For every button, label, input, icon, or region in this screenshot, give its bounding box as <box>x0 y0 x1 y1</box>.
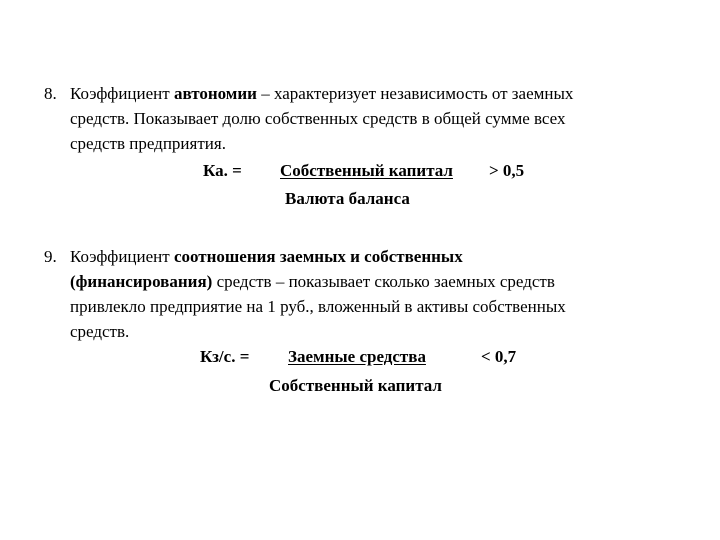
item-8-text-c: – характеризует независимость от заемных <box>256 84 574 103</box>
formula-1-comparison: > 0,5 <box>489 161 525 180</box>
item-8-line-3: средств предприятия. <box>70 134 226 153</box>
formula-1-denominator: Валюта баланса <box>285 189 410 208</box>
item-9-term: соотношения заемных и собственных <box>173 247 463 266</box>
item-9-line-2 <box>70 272 555 292</box>
item-8-number: 8. <box>44 84 57 103</box>
formula-1-numerator: Собственный капитал <box>280 161 453 180</box>
item-8-term: автономии <box>173 84 257 103</box>
item-9-line-1 <box>44 247 463 267</box>
item-9-line-3: привлекло предприятие на 1 руб., вложенный в активы собственных <box>70 297 566 316</box>
item-8-text-a: Коэффициент <box>70 84 174 103</box>
item-9-text-c: средств – показывает сколько заемных средств <box>212 272 555 291</box>
item-8-line-1 <box>44 84 573 104</box>
formula-2-lhs: Кз/с. = <box>200 347 250 366</box>
item-9-line-4: средств. <box>70 322 130 341</box>
item-9-number: 9. <box>44 247 57 266</box>
formula-2-comparison: < 0,7 <box>481 347 517 366</box>
item-8-line-2: средств. Показывает долю собственных средств в общей сумме всех <box>70 109 566 128</box>
formula-2-denominator: Собственный капитал <box>269 376 442 395</box>
item-9-text-a: Коэффициент <box>70 247 174 266</box>
item-9-term-cont: (финансирования) <box>70 272 213 291</box>
formula-2-numerator: Заемные средства <box>288 347 426 366</box>
formula-1-lhs: Ка. = <box>203 161 242 180</box>
